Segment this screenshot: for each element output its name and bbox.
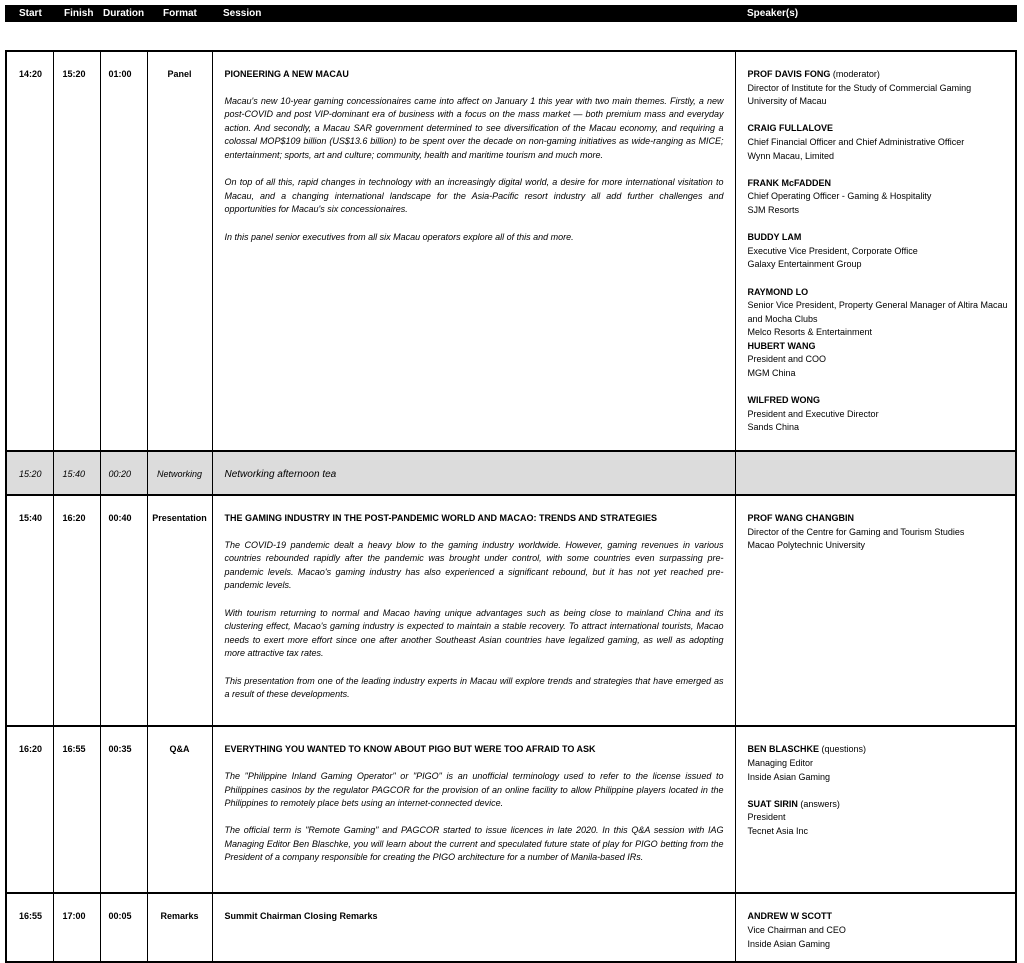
speaker xyxy=(748,798,1010,839)
session-cell xyxy=(212,51,735,451)
table-row xyxy=(6,726,1016,893)
speaker xyxy=(748,512,1010,553)
format: Panel xyxy=(147,51,212,451)
speaker xyxy=(748,286,1010,340)
speakers-cell xyxy=(735,893,1016,962)
session-cell xyxy=(212,893,735,962)
session-paragraph: The "Philippine Inland Gaming Operator" or "PIGO" is an unofficial terminology used to refer to the license issued to Philippines casinos by the regulator PAGCOR for the provision of an online facility to allow Philippine players located in the Philippines to remotely place bets using an internet-connected device. xyxy=(224,770,724,809)
speaker-role: (answers) xyxy=(797,798,840,809)
session-title: Networking afternoon tea xyxy=(212,451,735,495)
header-start: Start xyxy=(19,8,42,19)
speakers-cell xyxy=(735,451,1016,495)
speaker-title: Chief Operating Officer - Gaming & Hospitality xyxy=(747,191,932,202)
speaker-company: Galaxy Entertainment Group xyxy=(747,259,862,270)
speaker-company: Sands China xyxy=(747,422,800,433)
speaker-title: Director of Institute for the Study of Commercial Gaming xyxy=(747,82,972,93)
speaker-name: WILFRED WONG xyxy=(747,395,820,406)
speaker-role: (moderator) xyxy=(830,69,880,79)
finish-time: 17:00 xyxy=(53,893,100,962)
start-time: 14:20 xyxy=(6,51,53,451)
session-paragraph: This presentation from one of the leading industry experts in Macau will explore trends and strategies that have emerged as a result of these developments. xyxy=(224,675,724,700)
duration: 00:20 xyxy=(100,451,147,495)
duration: 01:00 xyxy=(100,51,147,451)
speaker-name: FRANK McFADDEN xyxy=(747,177,832,188)
session-paragraph: The COVID-19 pandemic dealt a heavy blow to the gaming industry worldwide. However, gaming revenues in various countries rebounded rapidly after the pandemic was brought under control, with some countries even surpassing pre-pandemic levels. Macao's gaming industry has also experienced a significant rebound, but it has not yet reached pre-pandemic levels. xyxy=(224,539,724,591)
speaker-company: Inside Asian Gaming xyxy=(747,938,831,949)
speaker-name: CRAIG FULLALOVE xyxy=(747,123,833,134)
header-finish: Finish xyxy=(64,8,94,19)
speaker-title: Managing Editor xyxy=(747,757,814,768)
session-paragraph: The official term is "Remote Gaming" and PAGCOR started to issue licences in late 2020. In this Q&A session with IAG Managing Editor Ben Blaschke, you will learn about the current and speculated future state of play for PIGO betting from the President of a company responsible for creating the PIGO architecture for a number of Manila-based IRs. xyxy=(224,825,724,863)
table-row xyxy=(6,495,1016,726)
speaker-title: President xyxy=(747,812,786,823)
speaker xyxy=(748,68,1010,109)
duration: 00:35 xyxy=(100,726,147,893)
session-title: PIONEERING A NEW MACAU xyxy=(224,69,349,79)
speaker-company: SJM Resorts xyxy=(747,204,800,215)
speaker-name: BEN BLASCHKE xyxy=(747,744,820,755)
speakers-cell xyxy=(735,726,1016,893)
duration: 00:40 xyxy=(100,495,147,726)
session-title: THE GAMING INDUSTRY IN THE POST-PANDEMIC WORLD AND MACAO: TRENDS AND STRATEGIES xyxy=(224,513,658,523)
header-format: Format xyxy=(163,8,197,19)
speaker-role: (questions) xyxy=(819,744,867,755)
format: Q&A xyxy=(147,726,212,893)
speaker-name: SUAT SIRIN xyxy=(747,798,798,809)
speaker-name: ANDREW W SCOTT xyxy=(747,911,832,922)
session-cell xyxy=(212,726,735,893)
header-speakers: Speaker(s) xyxy=(747,8,799,19)
speaker-title: Chief Financial Officer and Chief Administrative Officer xyxy=(747,136,965,147)
format: Presentation xyxy=(147,495,212,726)
session-cell xyxy=(212,495,735,726)
start-time: 15:20 xyxy=(6,451,53,495)
speaker xyxy=(748,910,1010,951)
speaker-title: Senior Vice President, Property General Manager of Altira Macau and Mocha Clubs xyxy=(747,300,1008,324)
speaker-company: MGM China xyxy=(747,368,796,379)
speaker-name: RAYMOND LO xyxy=(747,286,809,297)
speaker-company: Wynn Macau, Limited xyxy=(747,150,834,161)
session-paragraph: With tourism returning to normal and Macao having unique advantages such as being close to mainland China and its clustering effect, Macao's gaming industry is expected to maintain a stable recovery. To attract international tourists, Macao needs to exert more effort since one after another Southeast Asian countries have legalized gaming, as well as adopting more attractive tax rates. xyxy=(224,607,724,659)
speaker xyxy=(748,122,1010,163)
speaker-name: PROF WANG CHANGBIN xyxy=(747,513,854,523)
session-paragraph: In this panel senior executives from all six Macau operators explore all of this and more. xyxy=(224,231,574,242)
speaker xyxy=(748,743,1010,784)
speaker-company: University of Macau xyxy=(747,96,827,107)
table-row xyxy=(6,893,1016,962)
speaker-company: Tecnet Asia Inc xyxy=(747,825,809,836)
speaker xyxy=(748,394,1010,435)
format: Remarks xyxy=(147,893,212,962)
speaker-company: Inside Asian Gaming xyxy=(747,771,831,782)
speaker xyxy=(748,340,1010,381)
format: Networking xyxy=(147,451,212,495)
speaker xyxy=(748,177,1010,218)
finish-time: 15:40 xyxy=(53,451,100,495)
duration: 00:05 xyxy=(100,893,147,962)
finish-time: 16:55 xyxy=(53,726,100,893)
session-paragraph: Macau's new 10-year gaming concessionaires came into affect on January 1 this year with two main themes. Firstly, a new post-COVID and post VIP-dominant era of business with a focus on the mass market — both premium mass and everyday action. And secondly, a Macau SAR government determined to see diversification of the Macau economy, and requiring a colossal MOP$109 billion (US$13.6 billion) to be spent over the decade on non-gaming initiatives as wide-ranging as MICE; entertainment; sports, art and culture; community, health and maritime tourism and much more. xyxy=(224,95,724,160)
table-row xyxy=(6,51,1016,451)
speaker-name: HUBERT WANG xyxy=(747,340,816,351)
speaker-company: Melco Resorts & Entertainment xyxy=(747,327,873,338)
speaker-title: President and COO xyxy=(747,354,827,365)
speaker-title: Vice Chairman and CEO xyxy=(747,924,846,935)
session-title: Summit Chairman Closing Remarks xyxy=(224,911,378,922)
speaker-company: Macao Polytechnic University xyxy=(747,540,866,551)
header-duration: Duration xyxy=(103,8,145,19)
speaker-title: Director of the Centre for Gaming and Tourism Studies xyxy=(747,526,965,537)
session-title: EVERYTHING YOU WANTED TO KNOW ABOUT PIGO BUT WERE TOO AFRAID TO ASK xyxy=(224,744,596,755)
speaker-title: Executive Vice President, Corporate Office xyxy=(747,245,918,256)
speakers-cell xyxy=(735,51,1016,451)
schedule-header xyxy=(5,5,1017,22)
speaker xyxy=(748,231,1010,272)
speakers-cell xyxy=(735,495,1016,726)
finish-time: 15:20 xyxy=(53,51,100,451)
header-session: Session xyxy=(223,8,262,19)
start-time: 15:40 xyxy=(6,495,53,726)
speaker-name: PROF DAVIS FONG xyxy=(747,69,831,79)
schedule-table xyxy=(5,50,1017,963)
speaker-title: President and Executive Director xyxy=(747,408,879,419)
speaker-name: BUDDY LAM xyxy=(747,232,802,243)
finish-time: 16:20 xyxy=(53,495,100,726)
session-paragraph: On top of all this, rapid changes in technology with an increasingly digital world, a desire for more international visitation to Macau, and a changing international landscape for the Asia-Pacific resort industry all add further challenges and opportunities for Macau's six concessionaires. xyxy=(224,177,724,215)
table-row xyxy=(6,451,1016,495)
start-time: 16:55 xyxy=(6,893,53,962)
start-time: 16:20 xyxy=(6,726,53,893)
